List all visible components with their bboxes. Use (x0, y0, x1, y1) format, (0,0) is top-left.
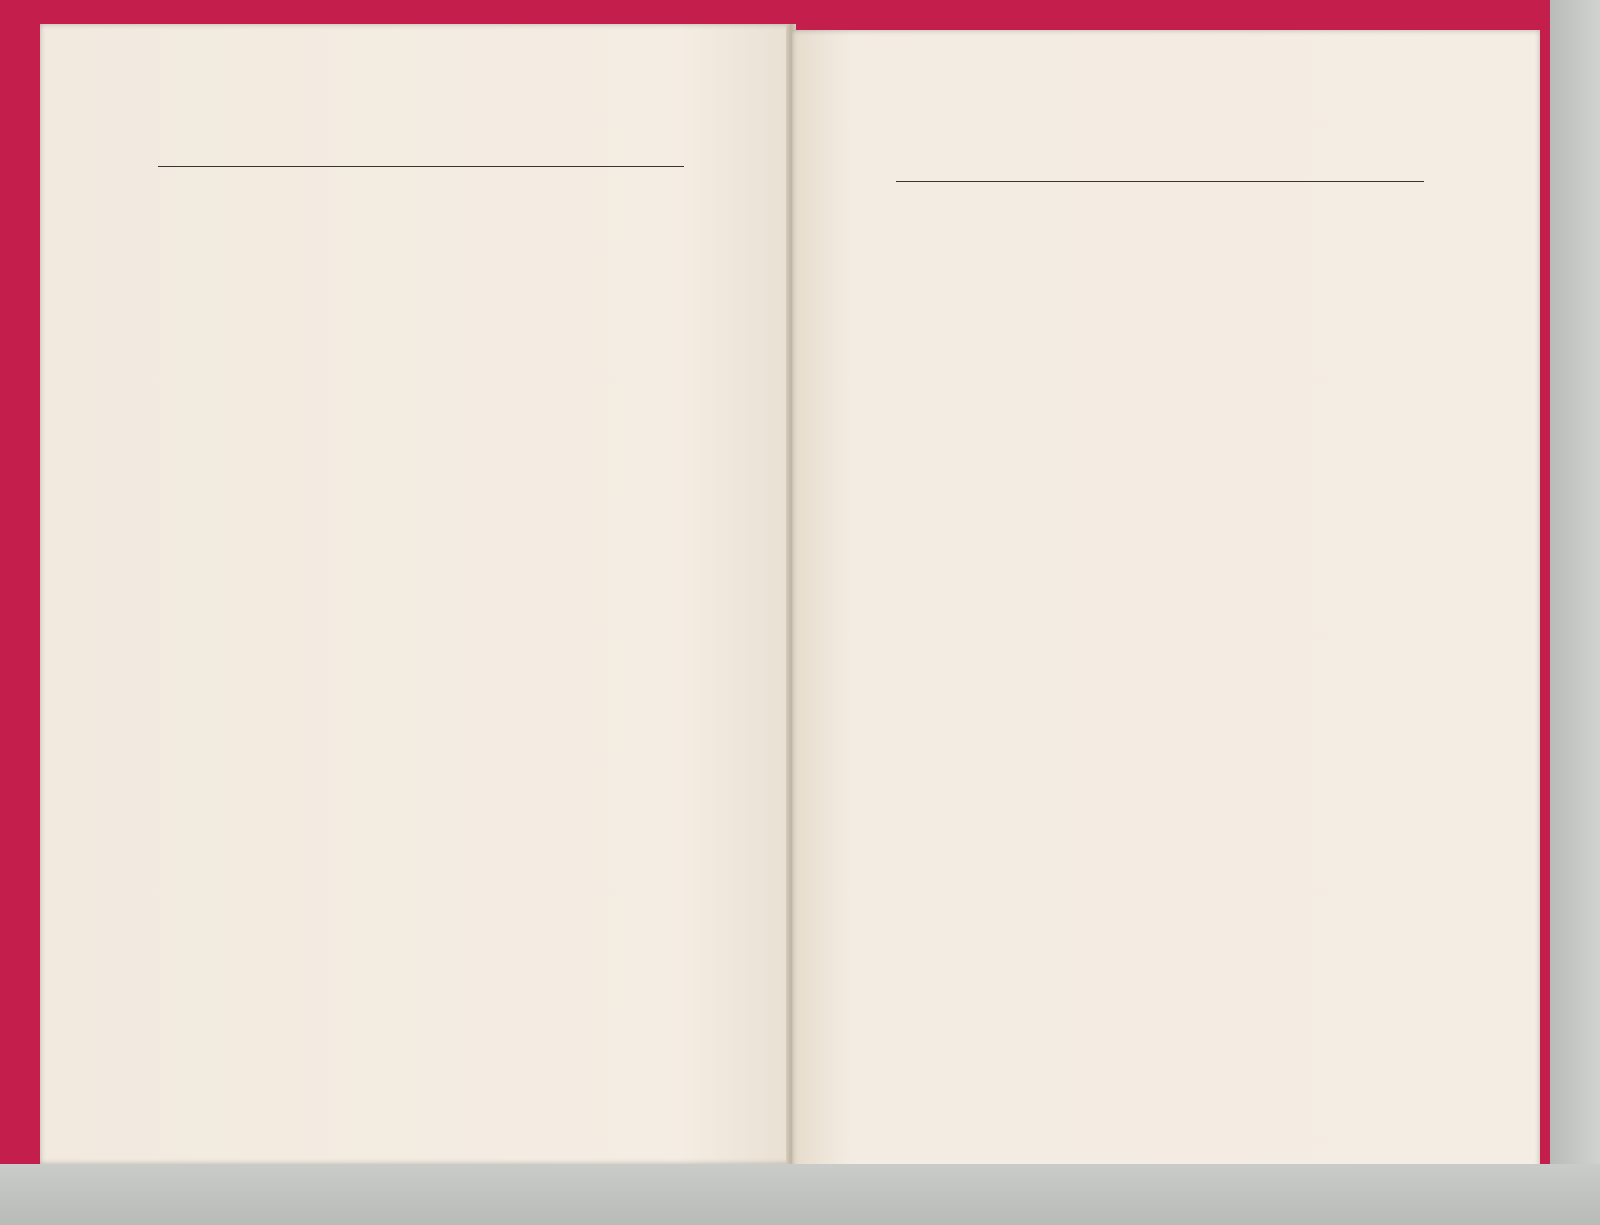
measuring-tape-right (1550, 0, 1600, 1164)
right-head-rule (896, 181, 1424, 182)
left-head-rule (158, 166, 684, 167)
left-page (40, 24, 792, 1164)
measuring-tape-bottom (0, 1164, 1600, 1225)
right-page (792, 30, 1540, 1172)
